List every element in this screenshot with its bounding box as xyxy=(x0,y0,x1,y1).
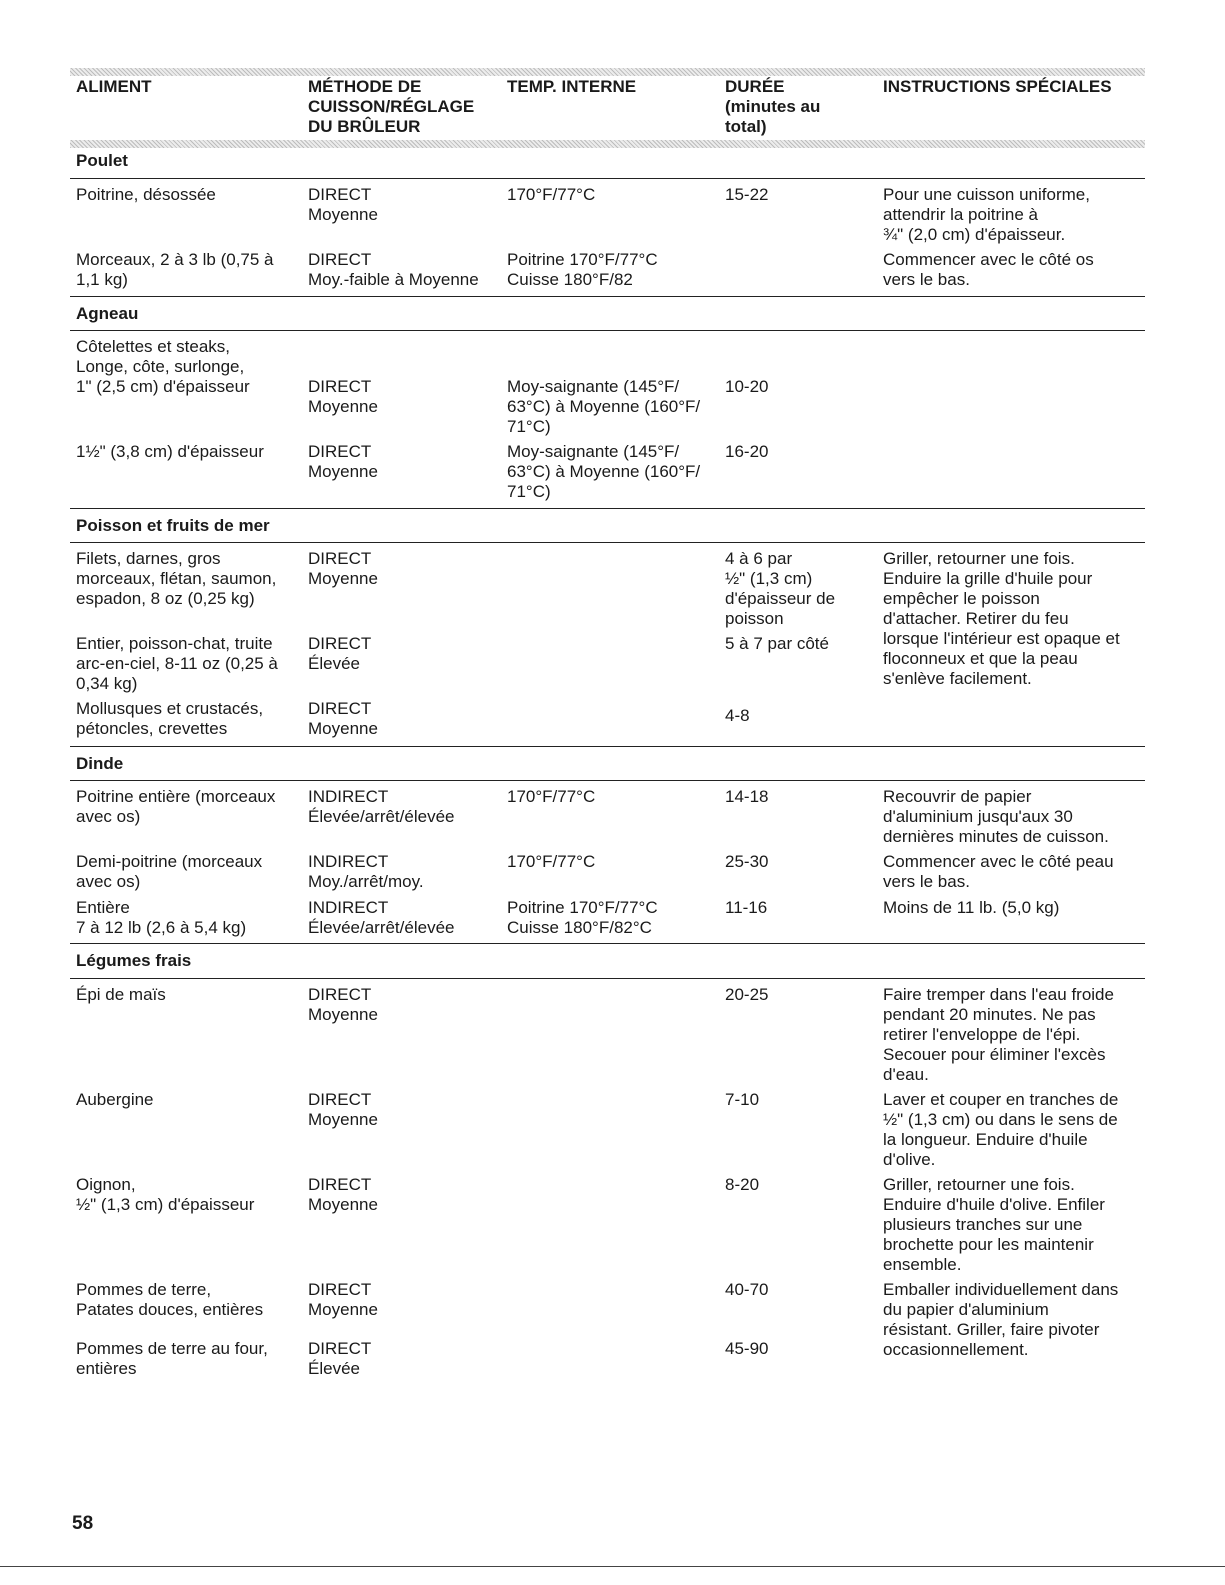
cell-aliment: Côtelettes et steaks, Longe, côte, surlonge, 1" (2,5 cm) d'épaisseur xyxy=(76,337,250,396)
cell-duree: 40-70 xyxy=(725,1280,769,1299)
section-divider xyxy=(70,943,1145,944)
section-divider xyxy=(70,542,1145,543)
cell-duree: 25-30 xyxy=(725,852,769,871)
section-title-legumes: Légumes frais xyxy=(76,951,192,970)
cell-methode: DIRECT Élevée xyxy=(308,634,372,673)
cell-duree: 7-10 xyxy=(725,1090,760,1109)
cell-methode: DIRECT Élevée xyxy=(308,1339,372,1378)
section-divider xyxy=(70,178,1145,179)
cell-duree: 16-20 xyxy=(725,442,769,461)
cell-duree: 20-25 xyxy=(725,985,769,1004)
cell-methode: DIRECT Moyenne xyxy=(308,549,378,588)
header-duree: DURÉE (minutes au total) xyxy=(725,77,821,136)
cell-methode: DIRECT Moyenne xyxy=(308,699,378,738)
cell-instructions: Pour une cuisson uniforme, attendrir la poitrine à ¾" (2,0 cm) d'épaisseur. xyxy=(883,185,1090,244)
cell-instructions: Commencer avec le côté peau vers le bas. xyxy=(883,852,1114,891)
cell-aliment: 1½" (3,8 cm) d'épaisseur xyxy=(76,442,264,461)
section-divider xyxy=(70,330,1145,331)
header-aliment: ALIMENT xyxy=(76,77,152,96)
cell-duree: 45-90 xyxy=(725,1339,769,1358)
cell-duree: 10-20 xyxy=(725,377,769,396)
cell-aliment: Pommes de terre, Patates douces, entières xyxy=(76,1280,264,1319)
section-divider xyxy=(70,508,1145,509)
cell-methode: DIRECT Moyenne xyxy=(308,185,378,224)
section-divider xyxy=(70,780,1145,781)
section-divider xyxy=(70,978,1145,979)
section-title-poisson: Poisson et fruits de mer xyxy=(76,516,270,535)
cell-aliment: Demi-poitrine (morceaux avec os) xyxy=(76,852,263,891)
header-methode: MÉTHODE DE CUISSON/RÉGLAGE DU BRÛLEUR xyxy=(308,77,475,136)
section-title-poulet: Poulet xyxy=(76,151,128,170)
header-top-band xyxy=(70,68,1145,76)
cell-instructions: Faire tremper dans l'eau froide pendant 20 minutes. Ne pas retirer l'enveloppe de l'épi. Secouer pour éliminer l'excès d'eau. xyxy=(883,985,1114,1084)
cell-methode: DIRECT Moyenne xyxy=(308,1090,378,1129)
cell-instructions: Recouvrir de papier d'aluminium jusqu'aux 30 dernières minutes de cuisson. xyxy=(883,787,1109,846)
cell-aliment: Pommes de terre au four, entières xyxy=(76,1339,268,1378)
cell-temp: 170°F/77°C xyxy=(507,852,596,871)
header-temp: TEMP. INTERNE xyxy=(507,77,637,96)
page-number: 58 xyxy=(72,1513,94,1534)
cell-methode: DIRECT Moyenne xyxy=(308,1280,378,1319)
cell-duree: 4-8 xyxy=(725,706,750,725)
header-bottom-band xyxy=(70,140,1145,148)
cell-aliment: Poitrine, désossée xyxy=(76,185,216,204)
cell-instructions: Emballer individuellement dans du papier d'aluminium résistant. Griller, faire pivoter occasionnellement. xyxy=(883,1280,1119,1359)
cell-methode: DIRECT Moyenne xyxy=(308,377,378,416)
cell-instructions: Griller, retourner une fois. Enduire la grille d'huile pour empêcher le poisson d'attacher. Retirer du feu lorsque l'intérieur est opaque et floconneux et que la peau s'enlève facilement. xyxy=(883,549,1120,688)
section-divider xyxy=(70,296,1145,297)
cell-temp: 170°F/77°C xyxy=(507,787,596,806)
cell-duree: 11-16 xyxy=(725,898,768,917)
cell-temp: 170°F/77°C xyxy=(507,185,596,204)
footer-divider xyxy=(0,1566,1225,1567)
cell-aliment: Mollusques et crustacés, pétoncles, crevettes xyxy=(76,699,264,738)
cell-temp: Moy-saignante (145°F/ 63°C) à Moyenne (160°F/ 71°C) xyxy=(507,442,701,501)
cell-aliment: Oignon, ½" (1,3 cm) d'épaisseur xyxy=(76,1175,255,1214)
cell-duree: 5 à 7 par côté xyxy=(725,634,829,653)
cell-duree: 14-18 xyxy=(725,787,769,806)
cell-aliment: Filets, darnes, gros morceaux, flétan, saumon, espadon, 8 oz (0,25 kg) xyxy=(76,549,277,608)
cell-aliment: Poitrine entière (morceaux avec os) xyxy=(76,787,276,826)
cell-aliment: Épi de maïs xyxy=(76,985,166,1004)
cell-instructions: Commencer avec le côté os vers le bas. xyxy=(883,250,1094,289)
cell-methode: INDIRECT Élevée/arrêt/élevée xyxy=(308,787,455,826)
cell-duree: 8-20 xyxy=(725,1175,760,1194)
cell-duree: 4 à 6 par ½" (1,3 cm) d'épaisseur de poisson xyxy=(725,549,836,628)
section-divider xyxy=(70,746,1145,747)
cell-methode: DIRECT Moyenne xyxy=(308,985,378,1024)
cell-methode: INDIRECT Moy./arrêt/moy. xyxy=(308,852,424,891)
cell-methode: DIRECT Moy.-faible à Moyenne xyxy=(308,250,479,289)
cell-methode: DIRECT Moyenne xyxy=(308,1175,378,1214)
cell-aliment: Entier, poisson-chat, truite arc-en-ciel, 8-11 oz (0,25 à 0,34 kg) xyxy=(76,634,278,693)
cell-aliment: Entière 7 à 12 lb (2,6 à 5,4 kg) xyxy=(76,898,247,937)
section-title-agneau: Agneau xyxy=(76,304,139,323)
cell-methode: INDIRECT Élevée/arrêt/élevée xyxy=(308,898,455,937)
cell-temp: Poitrine 170°F/77°C Cuisse 180°F/82°C xyxy=(507,898,658,937)
cell-temp: Poitrine 170°F/77°C Cuisse 180°F/82 xyxy=(507,250,658,289)
cell-instructions: Laver et couper en tranches de ½" (1,3 cm) ou dans le sens de la longueur. Enduire d'huile d'olive. xyxy=(883,1090,1119,1169)
table-header xyxy=(0,77,1225,137)
header-instructions: INSTRUCTIONS SPÉCIALES xyxy=(883,77,1112,96)
cell-instructions: Griller, retourner une fois. Enduire d'huile d'olive. Enfiler plusieurs tranches sur une brochette pour les maintenir ensemble. xyxy=(883,1175,1105,1274)
cell-temp: Moy-saignante (145°F/ 63°C) à Moyenne (160°F/ 71°C) xyxy=(507,377,701,436)
cell-aliment: Morceaux, 2 à 3 lb (0,75 à 1,1 kg) xyxy=(76,250,274,289)
cell-duree: 15-22 xyxy=(725,185,769,204)
section-title-dinde: Dinde xyxy=(76,754,124,773)
cell-methode: DIRECT Moyenne xyxy=(308,442,378,481)
cell-instructions: Moins de 11 lb. (5,0 kg) xyxy=(883,898,1060,917)
cell-aliment: Aubergine xyxy=(76,1090,154,1109)
